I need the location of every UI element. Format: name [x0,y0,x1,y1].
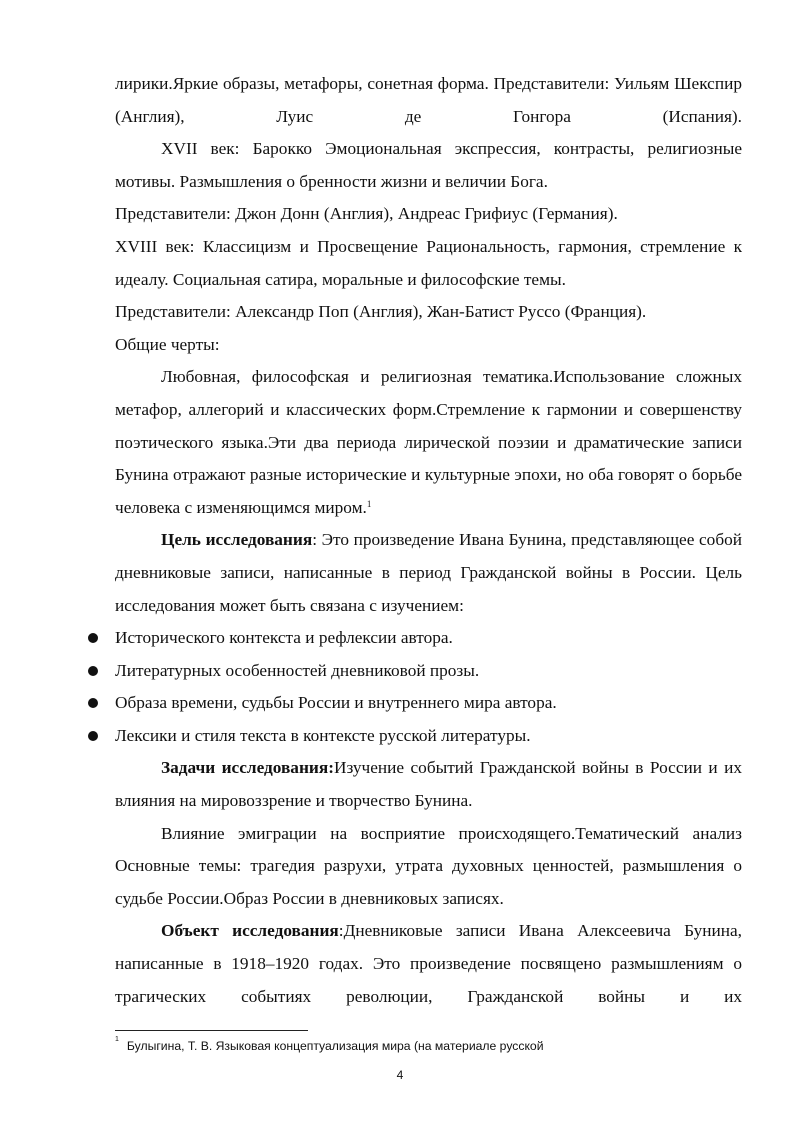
object-heading: Объект исследования [161,921,339,941]
paragraph-5: Представители: Александр Поп (Англия), Жан-Батист Руссо (Франция). [115,302,647,322]
paragraph-10: Влияние эмиграции на восприятие происходящего.Тематический анализ Основные темы: трагедия разрухи, утрата духовных ценностей, размышления о судьбе России.Образ России в дневниковых записях. [115,823,742,908]
footnote [115,1036,544,1053]
paragraph-7 [115,361,742,524]
paragraph-object [115,915,742,1013]
footnote-reference: 1 [366,498,372,509]
bullet-icon [88,666,98,676]
footnote-text: Булыгина, Т. В. Языковая концептуализация мира (на материале русской [126,1039,544,1053]
bullet-item-text: Исторического контекста и рефлексии автора. [115,628,453,648]
bullet-item-text: Литературных особенностей дневниковой прозы. [115,660,480,680]
bullet-item [115,720,742,753]
bullet-item [115,622,742,655]
paragraph-7-text: Любовная, философская и религиозная тематика.Использование сложных метафор, аллегорий и классических форм.Стремление к гармонии и совершенству поэтического языка.Эти два периода лирической поэзии и драматические записи Бунина отражают разные исторические и культурные эпохи, но оба говорят о борьбе человека с изменяющимся миром. [115,367,742,517]
paragraph-tasks [115,752,742,817]
paragraph-6: Общие черты: [115,334,220,354]
paragraph-2: XVII век: Барокко Эмоциональная экспрессия, контрасты, религиозные мотивы. Размышления о бренности жизни и величии Бога. [115,139,742,191]
bullet-icon [88,731,98,741]
bullet-item-text: Образа времени, судьбы России и внутреннего мира автора. [115,693,557,713]
goal-heading: Цель исследования [161,530,313,550]
paragraph-goal [115,524,742,622]
paragraph-1: лирики.Яркие образы, метафоры, сонетная форма. Представители: Уильям Шекспир (Англия), Луис де Гонгора (Испания). [115,74,742,126]
tasks-heading: Задачи исследования: [161,758,334,778]
object-text: :Дневниковые записи Ивана Алексеевича Бунина, написанные в 1918–1920 годах. Это произведение посвящено размышлениям о трагических событиях революции, Гражданской войны и их [115,921,742,1006]
bullet-item-text: Лексики и стиля текста в контексте русской литературы. [115,725,531,745]
bullet-icon [88,633,98,643]
bullet-item [115,655,742,688]
paragraph-4: XVIII век: Классицизм и Просвещение Рациональность, гармония, стремление к идеалу. Социальная сатира, моральные и философские темы. [115,236,742,289]
footnote-marker: 1 [115,1036,119,1043]
goal-text: : Это произведение Ивана Бунина, представляющее собой дневниковые записи, написанные в период Гражданской войны в России. Цель исследования может быть связана с изучением: [115,530,743,615]
page-number: 4 [396,1068,404,1082]
footnote-separator [115,1030,308,1031]
paragraph-3: Представители: Джон Донн (Англия), Андреас Грифиус (Германия). [115,204,618,224]
tasks-text: Изучение событий Гражданской войны в России и их влияния на мировоззрение и творчество Бунина. [115,758,742,811]
bullet-icon [88,698,98,708]
bullet-item [115,687,742,720]
body-text [115,68,742,1013]
